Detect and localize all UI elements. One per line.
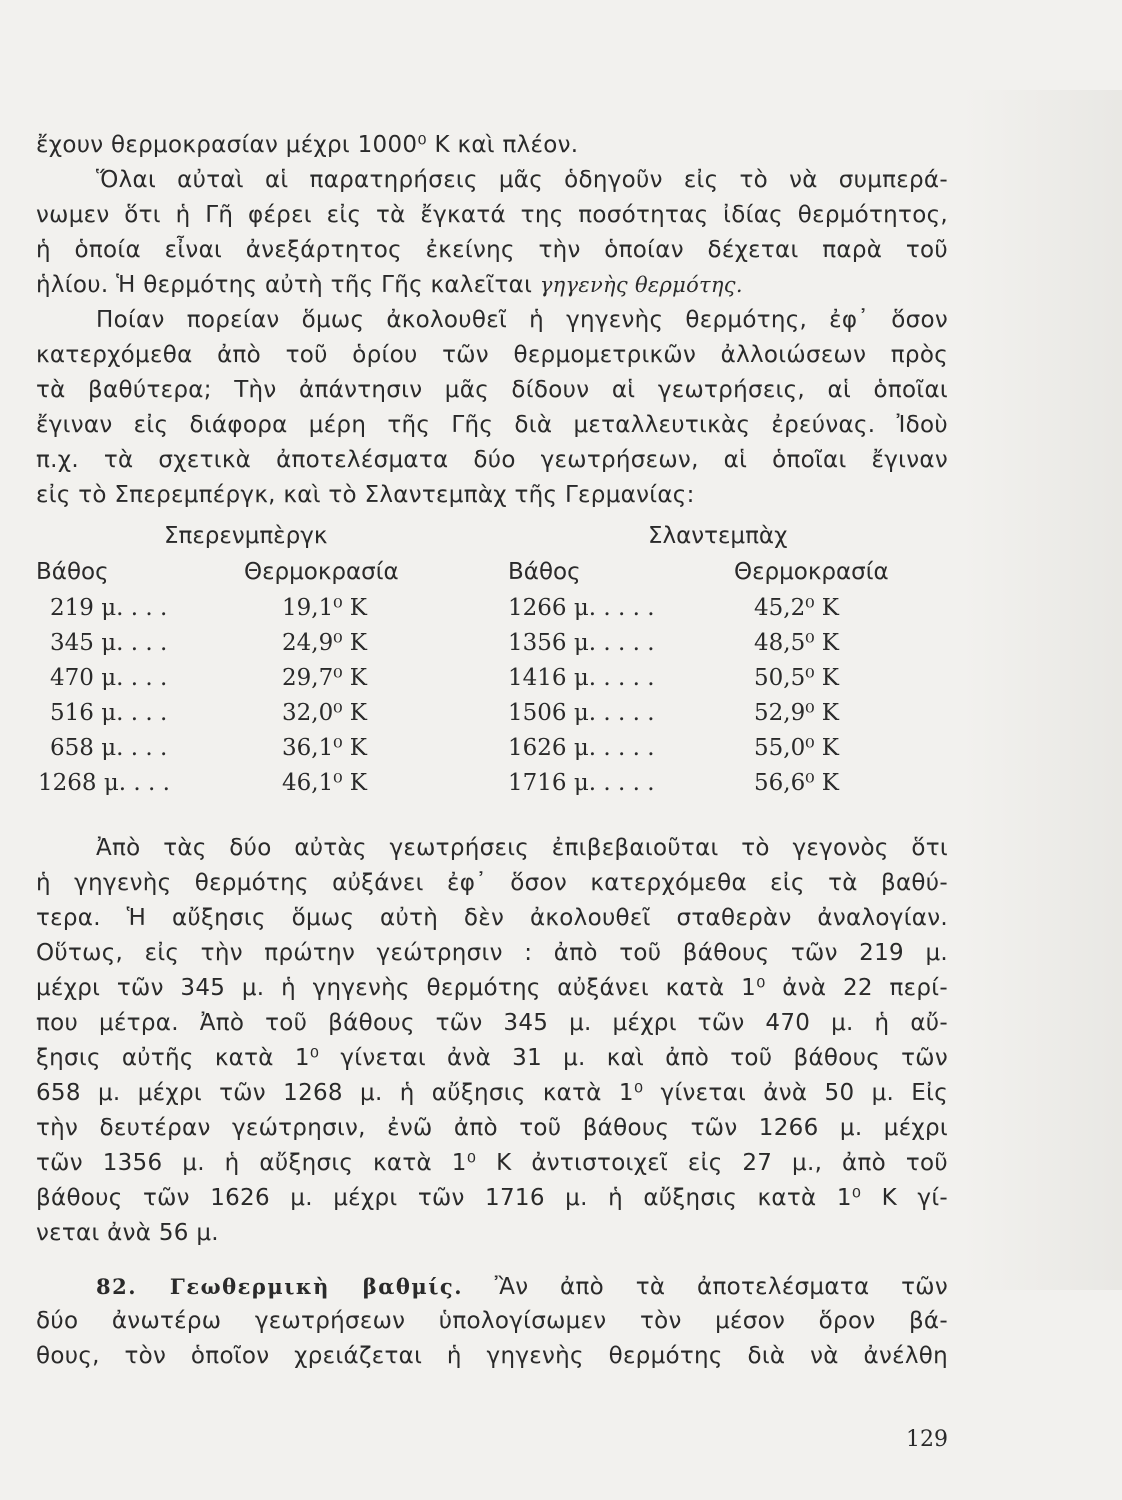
page-edge-shadow bbox=[962, 90, 1122, 1290]
right-depth-cell: 1506 μ. . . . . bbox=[508, 700, 655, 726]
text-line: βάθους τῶν 1626 μ. μέχρι τῶν 1716 μ. ἡ αὔξησις κατὰ 1⁰ Κ γί- bbox=[36, 1185, 948, 1211]
section-heading: 82. Γεωθερμικὴ βαθμίς. bbox=[96, 1274, 464, 1299]
left-depth-cell: 516 μ. . . . bbox=[50, 700, 168, 726]
text-line: ἡ γηγενὴς θερμότης αὐξάνει ἐφ᾽ ὅσον κατερχόμεθα εἰς τὰ βαθύ- bbox=[36, 870, 948, 896]
text-line: π.χ. τὰ σχετικὰ ἀποτελέσματα δύο γεωτρήσεων, αἱ ὁποῖαι ἔγιναν bbox=[36, 447, 948, 473]
right-depth-cell: 1356 μ. . . . . bbox=[508, 630, 655, 656]
left-temp-header: Θερμοκρασία bbox=[244, 559, 399, 585]
right-depth-cell: 1716 μ. . . . . bbox=[508, 770, 655, 796]
italic-term: γηγενὴς θερμότης. bbox=[539, 273, 743, 297]
text-line: τὰ βαθύτερα; Τὴν ἀπάντησιν μᾶς δίδουν αἱ γεωτρήσεις, αἱ ὁποῖαι bbox=[36, 377, 948, 403]
right-table-title: Σλαντεμπὰχ bbox=[648, 523, 788, 549]
left-depth-header: Βάθος bbox=[36, 559, 109, 585]
left-temp-cell: 29,7⁰ Κ bbox=[282, 665, 367, 691]
text-line: τὴν δευτέραν γεώτρησιν, ἐνῶ ἀπὸ τοῦ βάθους τῶν 1266 μ. μέχρι bbox=[36, 1115, 948, 1141]
right-depth-header: Βάθος bbox=[508, 559, 581, 585]
right-depth-cell: 1266 μ. . . . . bbox=[508, 595, 655, 621]
right-temp-cell: 50,5⁰ Κ bbox=[754, 665, 839, 691]
text-line bbox=[36, 1269, 948, 1304]
right-depth-cell: 1626 μ. . . . . bbox=[508, 735, 655, 761]
text-line: τερα. Ἡ αὔξησις ὅμως αὐτὴ δὲν ἀκολουθεῖ σταθερὰν ἀναλογίαν. bbox=[36, 905, 948, 931]
right-temp-cell: 52,9⁰ Κ bbox=[754, 700, 839, 726]
text-line: τῶν 1356 μ. ἡ αὔξησις κατὰ 1⁰ Κ ἀντιστοιχεῖ εἰς 27 μ., ἀπὸ τοῦ bbox=[36, 1150, 948, 1176]
text-span: ἡλίου. Ἡ θερμότης αὐτὴ τῆς Γῆς καλεῖται bbox=[36, 272, 540, 298]
text-line: δύο ἀνωτέρω γεωτρήσεων ὑπολογίσωμεν τὸν μέσον ὅρον βά- bbox=[36, 1308, 948, 1334]
left-depth-cell: 658 μ. . . . bbox=[50, 735, 168, 761]
text-line: Ποίαν πορείαν ὅμως ἀκολουθεῖ ἡ γηγενὴς θερμότης, ἐφ᾽ ὅσον bbox=[96, 307, 948, 333]
left-depth-cell: 470 μ. . . . bbox=[50, 665, 168, 691]
text-line: ἔγιναν εἰς διάφορα μέρη τῆς Γῆς διὰ μεταλλευτικὰς ἐρεύνας. Ἰδοὺ bbox=[36, 412, 948, 438]
left-table-title: Σπερενμπὲργκ bbox=[164, 523, 328, 549]
right-temp-cell: 56,6⁰ Κ bbox=[754, 770, 839, 796]
text-line: μέχρι τῶν 345 μ. ἡ γηγενὴς θερμότης αὐξάνει κατὰ 1⁰ ἀνὰ 22 περί- bbox=[36, 975, 948, 1001]
right-temp-cell: 45,2⁰ Κ bbox=[754, 595, 839, 621]
left-temp-cell: 32,0⁰ Κ bbox=[282, 700, 367, 726]
borehole-table bbox=[36, 517, 948, 819]
text-line: Ἀπὸ τὰς δύο αὐτὰς γεωτρήσεις ἐπιβεβαιοῦται τὸ γεγονὸς ὅτι bbox=[96, 835, 948, 861]
left-depth-cell: 1268 μ. . . . bbox=[38, 770, 170, 796]
text-line: ἡ ὁποία εἶναι ἀνεξάρτητος ἐκείνης τὴν ὁποίαν δέχεται παρὰ τοῦ bbox=[36, 237, 948, 263]
text-line: νεται ἀνὰ 56 μ. bbox=[36, 1220, 219, 1246]
text-line: εἰς τὸ Σπερεμπέργκ, καὶ τὸ Σλαντεμπὰχ τῆς Γερμανίας: bbox=[36, 482, 695, 508]
text-line: κατερχόμεθα ἀπὸ τοῦ ὁρίου τῶν θερμομετρικῶν ἀλλοιώσεων πρὸς bbox=[36, 342, 948, 368]
right-temp-header: Θερμοκρασία bbox=[734, 559, 889, 585]
right-temp-cell: 55,0⁰ Κ bbox=[754, 735, 839, 761]
text-line: ξησις αὐτῆς κατὰ 1⁰ γίνεται ἀνὰ 31 μ. καὶ ἀπὸ τοῦ βάθους τῶν bbox=[36, 1045, 948, 1071]
book-page bbox=[36, 128, 948, 1374]
text-line: 658 μ. μέχρι τῶν 1268 μ. ἡ αὔξησις κατὰ 1⁰ γίνεται ἀνὰ 50 μ. Εἰς bbox=[36, 1080, 948, 1106]
left-temp-cell: 24,9⁰ Κ bbox=[282, 630, 367, 656]
text-line: Ὅλαι αὐταὶ αἱ παρατηρήσεις μᾶς ὁδηγοῦν εἰς τὸ νὰ συμπερά- bbox=[96, 167, 948, 193]
text-line bbox=[36, 268, 948, 303]
left-depth-cell: 345 μ. . . . bbox=[50, 630, 168, 656]
text-span: Ἂν ἀπὸ τὰ ἀποτελέσματα τῶν bbox=[463, 1274, 948, 1300]
right-temp-cell: 48,5⁰ Κ bbox=[754, 630, 839, 656]
text-line: νωμεν ὅτι ἡ Γῆ φέρει εἰς τὰ ἔγκατά της ποσότητας ἰδίας θερμότητος, bbox=[36, 202, 948, 228]
text-line: ἔχουν θερμοκρασίαν μέχρι 1000⁰ Κ καὶ πλέον. bbox=[36, 132, 579, 158]
right-depth-cell: 1416 μ. . . . . bbox=[508, 665, 655, 691]
text-line: θους, τὸν ὁποῖον χρειάζεται ἡ γηγενὴς θερμότης διὰ νὰ ἀνέλθη bbox=[36, 1343, 948, 1369]
section-gap bbox=[36, 1251, 948, 1269]
text-line: Οὕτως, εἰς τὴν πρώτην γεώτρησιν : ἀπὸ τοῦ βάθους τῶν 219 μ. bbox=[36, 940, 948, 966]
page-number: 129 bbox=[906, 1427, 948, 1452]
left-temp-cell: 36,1⁰ Κ bbox=[282, 735, 367, 761]
text-line: που μέτρα. Ἀπὸ τοῦ βάθους τῶν 345 μ. μέχρι τῶν 470 μ. ἡ αὔ- bbox=[36, 1010, 948, 1036]
left-temp-cell: 46,1⁰ Κ bbox=[282, 770, 367, 796]
left-depth-cell: 219 μ. . . . bbox=[50, 595, 168, 621]
left-temp-cell: 19,1⁰ Κ bbox=[282, 595, 367, 621]
